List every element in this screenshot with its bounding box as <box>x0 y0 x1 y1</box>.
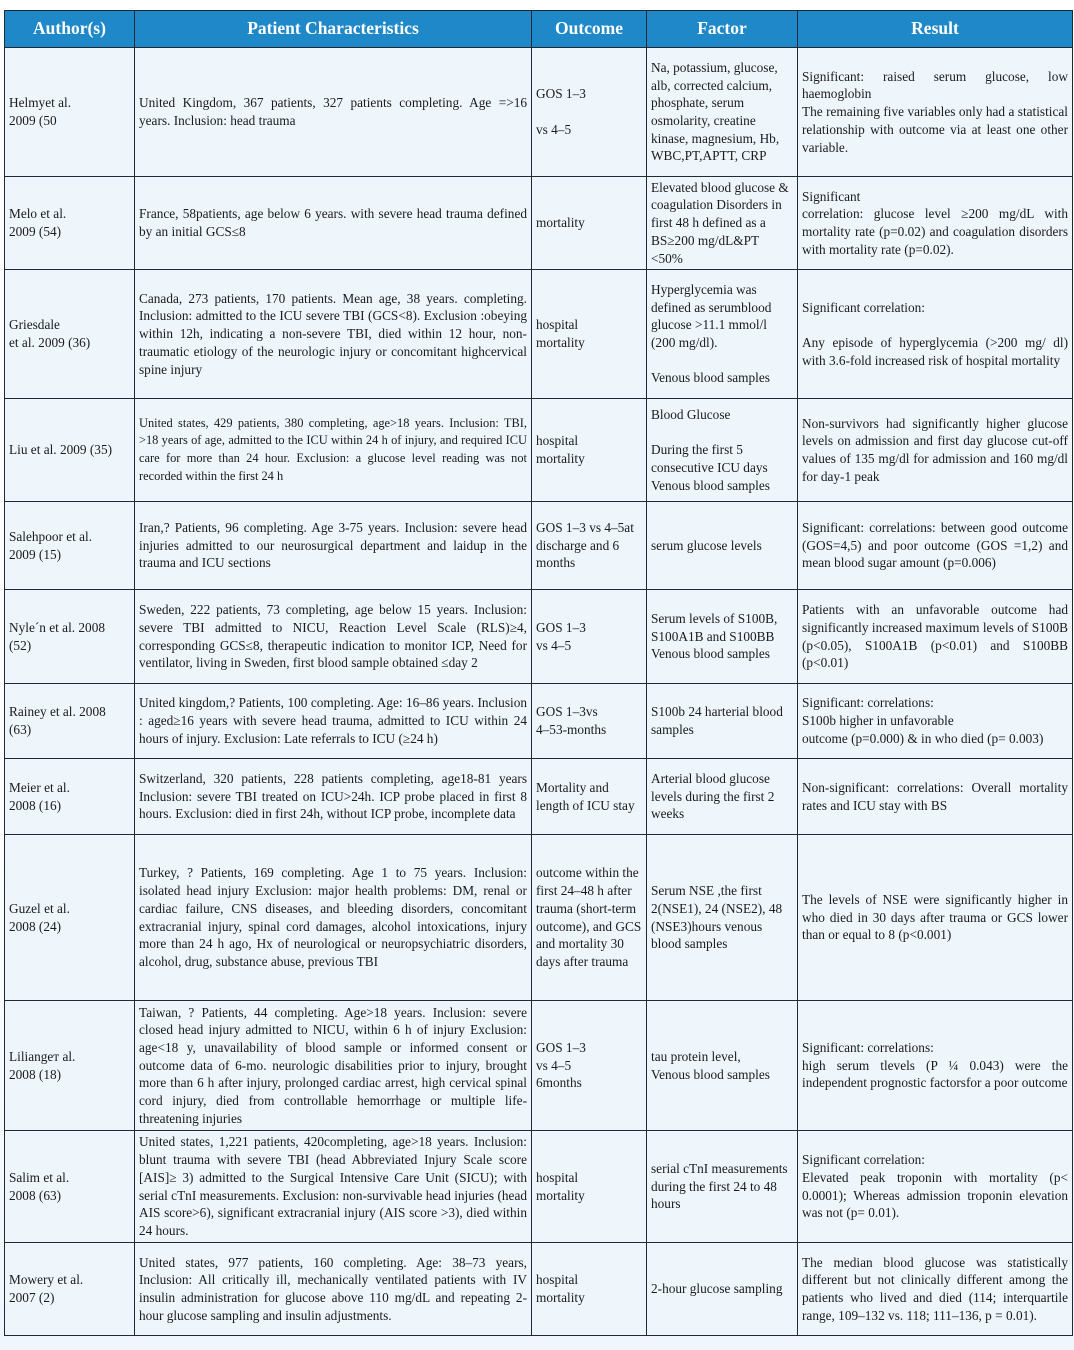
outcome-cell: GOS 1–3 vs 4–5at discharge and 6 months <box>532 502 647 590</box>
patient-cell: Iran,? Patients, 96 completing. Age 3-75 years. Inclusion: severe head injuries admitted to our neurosurgical department and laidup in the trauma and ICU sections <box>135 502 532 590</box>
result-cell: Significant: correlations: between good outcome (GOS=4,5) and poor outcome (GOS =1,2) and mean blood sugar amount (p=0.006) <box>798 502 1073 590</box>
table-row <box>5 835 1073 1001</box>
factor-cell: serum glucose levels <box>647 502 798 590</box>
outcome-cell: hospital mortality <box>532 1131 647 1243</box>
author-cell: Guzel et al. 2008 (24) <box>5 835 135 1001</box>
outcome-cell: outcome within the first 24–48 h after trauma (short-term outcome), and GCS and mortality 30 days after trauma <box>532 835 647 1001</box>
outcome-cell: GOS 1–3 vs 4–5 <box>532 590 647 684</box>
author-cell: Griesdale et al. 2009 (36) <box>5 270 135 399</box>
header-result: Result <box>798 11 1073 48</box>
result-cell: Non-significant: correlations: Overall mortality rates and ICU stay with BS <box>798 759 1073 835</box>
outcome-cell: mortality <box>532 177 647 270</box>
header-outcome: Outcome <box>532 11 647 48</box>
table-row <box>5 270 1073 399</box>
patient-cell: United states, 429 patients, 380 completing, age>18 years. Inclusion: TBI, >18 years of age, admitted to the ICU within 24 h of injury, and required ICU care for more than 24 hour. Exclusion: a glucose level reading was not recorded within the first 24 h <box>135 399 532 502</box>
patient-cell: Switzerland, 320 patients, 228 patients completing, age18-81 years Inclusion: severe TBI treated on ICU>24h. ICP probe placed in first 8 hours. Exclusion: died in first 24h, without ICP probe, incomplete data <box>135 759 532 835</box>
outcome-cell: hospital mortality <box>532 1243 647 1336</box>
factor-cell: serial cTnI measurements during the first 24 to 48 hours <box>647 1131 798 1243</box>
table-row <box>5 502 1073 590</box>
patient-cell: United states, 1,221 patients, 420completing, age>18 years. Inclusion: blunt trauma with severe TBI (head Abbreviated Injury Scale score [AIS]≥ 3) admitted to the Surgical Intensive Care Unit (SICU); with serial cTnI measurements. Exclusion: non-survivable head injuries (head AIS score>6), significant extracranial injury (AIS score >3), died within 24 hours. <box>135 1131 532 1243</box>
header-factor: Factor <box>647 11 798 48</box>
table-row <box>5 399 1073 502</box>
table-row <box>5 1243 1073 1336</box>
outcome-cell: GOS 1–3 vs 4–5 <box>532 48 647 177</box>
author-cell: Salim et al. 2008 (63) <box>5 1131 135 1243</box>
author-cell: Melo et al. 2009 (54) <box>5 177 135 270</box>
outcome-cell: hospital mortality <box>532 270 647 399</box>
table-row <box>5 1001 1073 1131</box>
table-row <box>5 684 1073 759</box>
factor-cell: Hyperglycemia was defined as serumblood glucose >11.1 mmol/l (200 mg/dl). Venous blood samples <box>647 270 798 399</box>
table-row <box>5 177 1073 270</box>
result-cell: The median blood glucose was statistically different but not clinically different among the patients who lived and died (114; interquartile range, 109–132 vs. 118; 111–136, p = 0.01). <box>798 1243 1073 1336</box>
factor-cell: Serum levels of S100B, S100A1B and S100BB Venous blood samples <box>647 590 798 684</box>
studies-table <box>4 10 1073 1336</box>
author-cell: Rainey et al. 2008 (63) <box>5 684 135 759</box>
table-row <box>5 759 1073 835</box>
author-cell: Mowery et al. 2007 (2) <box>5 1243 135 1336</box>
result-cell: Significant correlation: glucose level ≥200 mg/dL with mortality rate (p=0.02) and coagulation disorders with mortality rate (p=0.02). <box>798 177 1073 270</box>
patient-cell: United Kingdom, 367 patients, 327 patients completing. Age =>16 years. Inclusion: head trauma <box>135 48 532 177</box>
outcome-cell: GOS 1–3 vs 4–5 6months <box>532 1001 647 1131</box>
patient-cell: France, 58patients, age below 6 years. with severe head trauma defined by an initial GCS≤8 <box>135 177 532 270</box>
result-cell: The levels of NSE were significantly higher in who died in 30 days after trauma or GCS lower than or equal to 8 (p<0.001) <box>798 835 1073 1001</box>
patient-cell: Turkey, ? Patients, 169 completing. Age 1 to 75 years. Inclusion: isolated head injury Exclusion: major health problems: DM, renal or cardiac failure, CNS diseases, and bleeding disorders, concomitant extracranial injury, spinal cord damages, alcohol intoxications, injury more than 24 h ago, Hx of neurological or neuropsychiatric disorders, alcohol, drug, substance abuse, previous TBI <box>135 835 532 1001</box>
result-cell: Significant: correlations: S100b higher in unfavorable outcome (p=0.000) & in who died (p= 0.003) <box>798 684 1073 759</box>
table-row <box>5 590 1073 684</box>
outcome-cell: hospital mortality <box>532 399 647 502</box>
patient-cell: Taiwan, ? Patients, 44 completing. Age>18 years. Inclusion: severe closed head injury admitted to NICU, within 6 h of injury Exclusion: age<18 y, unavailability of blood sample or informed consent or outcome data of 6-mo. neurologic disabilities prior to injury, brought more than 6 h after injury, prolonged cardiac arrest, high cervical spinal cord injury, died from controllable hemorrhage or multiple life-threatening injuries <box>135 1001 532 1131</box>
author-cell: Nyle´n et al. 2008 (52) <box>5 590 135 684</box>
patient-cell: United kingdom,? Patients, 100 completing. Age: 16–86 years. Inclusion : aged≥16 years with severe head trauma, admitted to ICU within 24 hours of injury. Exclusion: Late referrals to ICU (≥24 h) <box>135 684 532 759</box>
author-cell: Meier et al. 2008 (16) <box>5 759 135 835</box>
factor-cell: Serum NSE ,the first 2(NSE1), 24 (NSE2), 48 (NSE3)hours venous blood samples <box>647 835 798 1001</box>
patient-cell: United states, 977 patients, 160 completing. Age: 38–73 years, Inclusion: All critically ill, mechanically ventilated patients with IV insulin administration for glucose above 110 mg/dL and repeating 2-hour glucose sampling and insulin adjustments. <box>135 1243 532 1336</box>
header-row <box>5 11 1073 48</box>
result-cell: Significant: correlations: high serum tlevels (P ¼ 0.043) were the independent prognostic factorsfor a poor outcome <box>798 1001 1073 1131</box>
author-cell: Liu et al. 2009 (35) <box>5 399 135 502</box>
patient-cell: Canada, 273 patients, 170 patients. Mean age, 38 years. completing. Inclusion: admitted to the ICU severe TBI (GCS<8). Exclusion :obeying within 12h, indicating a non-severe TBI, died within 12 hour, non-traumatic etiology of the neurologic injury or concomitant highcervical spine injury <box>135 270 532 399</box>
author-cell: Liliangет al. 2008 (18) <box>5 1001 135 1131</box>
result-cell: Patients with an unfavorable outcome had significantly increased maximum levels of S100B (p<0.05), S100A1B (p<0.01) and S100BB (p<0.01) <box>798 590 1073 684</box>
author-cell: Salehpoor et al. 2009 (15) <box>5 502 135 590</box>
factor-cell: tau protein level, Venous blood samples <box>647 1001 798 1131</box>
factor-cell: Na, potassium, glucose, alb, corrected calcium, phosphate, serum osmolarity, creatine kinase, magnesium, Hb, WBC,PT,APTT, CRP <box>647 48 798 177</box>
table-row <box>5 48 1073 177</box>
outcome-cell: Mortality and length of ICU stay <box>532 759 647 835</box>
factor-cell: Blood Glucose During the first 5 consecutive ICU days Venous blood samples <box>647 399 798 502</box>
factor-cell: S100b 24 harterial blood samples <box>647 684 798 759</box>
author-cell: Helmyet al. 2009 (50 <box>5 48 135 177</box>
patient-cell: Sweden, 222 patients, 73 completing, age below 15 years. Inclusion: severe TBI admitted to NICU, Reaction Level Scale (RLS)≥4, corresponding GCS≤8, therapeutic indication to monitor ICP, Need for ventilator, living in Sweden, first blood sample obtained ≤day 2 <box>135 590 532 684</box>
factor-cell: Elevated blood glucose & coagulation Disorders in first 48 h defined as a BS≥200 mg/dL&PT <50% <box>647 177 798 270</box>
header-patient-characteristics: Patient Characteristics <box>135 11 532 48</box>
outcome-cell: GOS 1–3vs 4–53-months <box>532 684 647 759</box>
result-cell: Significant correlation: Elevated peak troponin with mortality (p< 0.0001); Whereas admission troponin elevation was not (p= 0.01). <box>798 1131 1073 1243</box>
factor-cell: 2-hour glucose sampling <box>647 1243 798 1336</box>
factor-cell: Arterial blood glucose levels during the first 2 weeks <box>647 759 798 835</box>
table-row <box>5 1131 1073 1243</box>
result-cell: Non-survivors had significantly higher glucose levels on admission and first day glucose cut-off values of 135 mg/dl for admission and 160 mg/dl for day-1 peak <box>798 399 1073 502</box>
header-authors: Author(s) <box>5 11 135 48</box>
result-cell: Significant: raised serum glucose, low haemoglobin The remaining five variables only had a statistical relationship with outcome via at least one other variable. <box>798 48 1073 177</box>
result-cell: Significant correlation: Any episode of hyperglycemia (>200 mg/ dl) with 3.6-fold increased risk of hospital mortality <box>798 270 1073 399</box>
